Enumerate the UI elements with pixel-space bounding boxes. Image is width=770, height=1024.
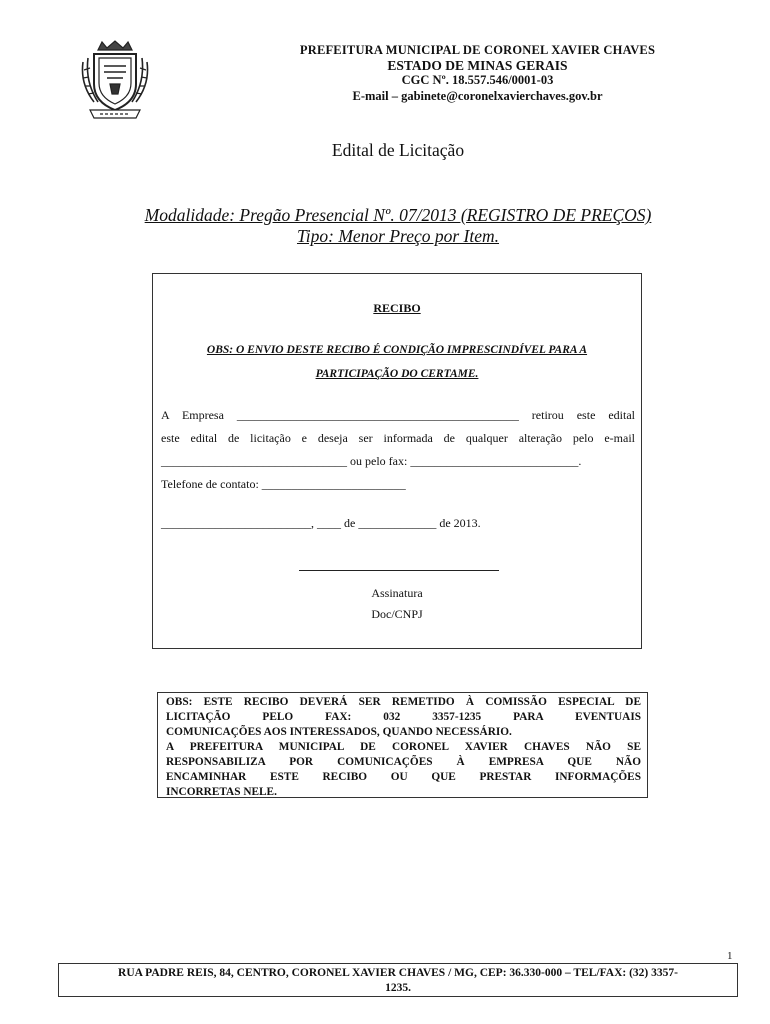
signature-line xyxy=(299,570,499,571)
obs-line: RESPONSABILIZA POR COMUNICAÇÕES À EMPRESA QUE NÃO xyxy=(166,756,641,768)
signature-block xyxy=(153,583,641,625)
tipo-line: Tipo: Menor Preço por Item. xyxy=(296,226,500,246)
obs-line: LICITAÇÃO PELO FAX: 032 3357-1235 PARA EVENTUAIS xyxy=(166,711,641,723)
header-state: ESTADO DE MINAS GERAIS xyxy=(387,58,568,73)
letterhead xyxy=(200,43,755,104)
header-cgc: CGC Nº. 18.557.546/0001-03 xyxy=(401,73,554,87)
document-title: Edital de Licitação xyxy=(331,140,465,160)
obs-line: COMUNICAÇÕES AOS INTERESSADOS, QUANDO NECESSÁRIO. xyxy=(166,726,512,738)
recibo-body xyxy=(161,404,635,496)
recibo-email-line: este edital de licitação e deseja ser informada de qualquer alteração pelo e-mail xyxy=(161,431,635,445)
modalidade-block xyxy=(0,205,770,247)
obs-line: A PREFEITURA MUNICIPAL DE CORONEL XAVIER CHAVES NÃO SE xyxy=(166,741,641,753)
recibo-obs-line2: PARTICIPAÇÃO DO CERTAME. xyxy=(315,368,479,380)
recibo-box xyxy=(152,273,642,649)
page-number: 1 xyxy=(727,950,733,962)
signature-label: Assinatura xyxy=(371,586,423,600)
recibo-company-line: A Empresa _______________________________________________ retirou este edital xyxy=(161,408,635,422)
recibo-date-line: _________________________, ____ de _____________ de 2013. xyxy=(161,516,481,530)
obs-line: ENCAMINHAR ESTE RECIBO OU QUE PRESTAR INFORMAÇÕES xyxy=(166,771,641,783)
header-email: E-mail – gabinete@coronelxavierchaves.gov.br xyxy=(352,89,603,103)
doc-cnpj-label: Doc/CNPJ xyxy=(371,607,423,621)
obs-notice-box xyxy=(157,692,648,798)
municipal-coat-of-arms-icon xyxy=(80,40,150,122)
obs-line: INCORRETAS NELE. xyxy=(166,786,277,798)
recibo-obs xyxy=(161,338,633,386)
footer-address-box xyxy=(58,963,738,997)
footer-address-line2: 1235. xyxy=(385,982,411,994)
obs-line: OBS: ESTE RECIBO DEVERÁ SER REMETIDO À COMISSÃO ESPECIAL DE xyxy=(166,696,641,708)
header-municipality: PREFEITURA MUNICIPAL DE CORONEL XAVIER CHAVES xyxy=(299,43,656,57)
recibo-title: RECIBO xyxy=(373,301,421,315)
recibo-obs-line1: OBS: O ENVIO DESTE RECIBO É CONDIÇÃO IMPRESCINDÍVEL PARA A xyxy=(206,344,588,356)
modalidade-line: Modalidade: Pregão Presencial Nº. 07/2013 (REGISTRO DE PREÇOS) xyxy=(144,205,652,225)
recibo-phone-line: Telefone de contato: ________________________ xyxy=(161,477,406,491)
recibo-fax-line: _______________________________ ou pelo fax: ____________________________. xyxy=(161,454,582,468)
footer-address-line1: RUA PADRE REIS, 84, CENTRO, CORONEL XAVIER CHAVES / MG, CEP: 36.330-000 – TEL/FAX: (32) 3357- xyxy=(118,967,678,979)
